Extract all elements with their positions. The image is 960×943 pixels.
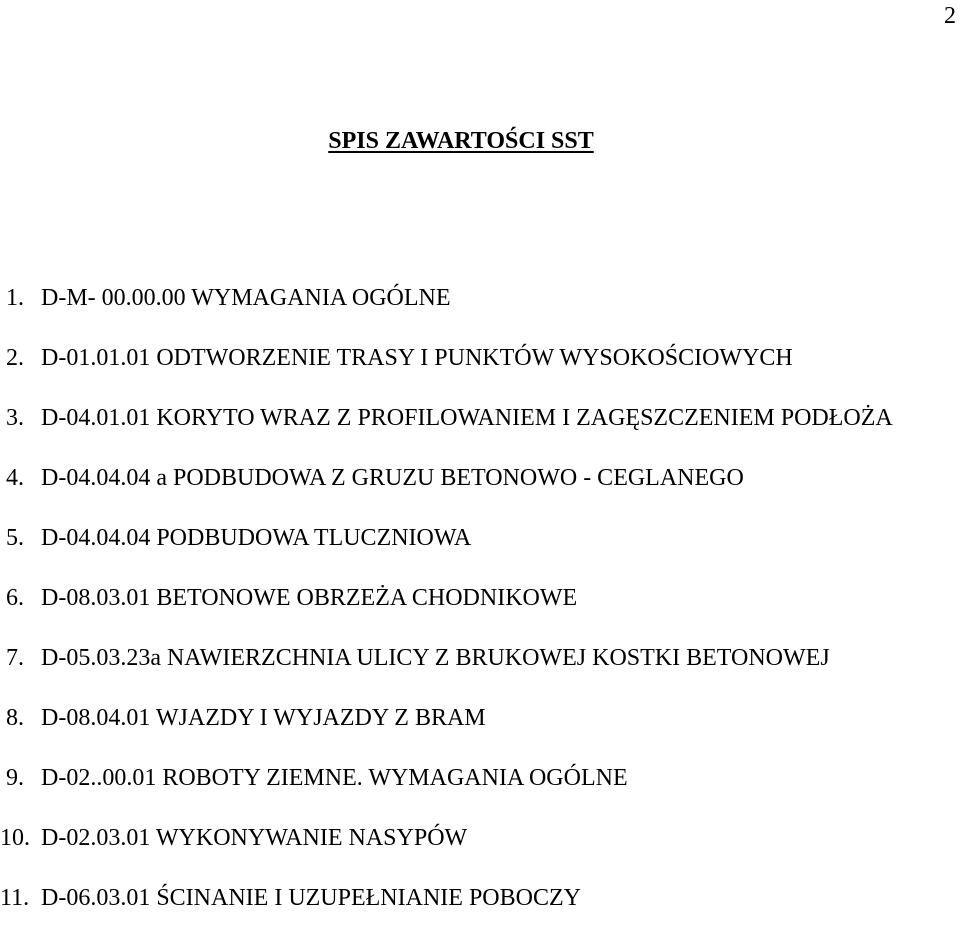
toc-item-number: 9. [6,765,24,791]
toc-item-number: 7. [6,645,24,671]
toc-item-number: 5. [6,525,24,551]
toc-item-title: D-04.01.01 KORYTO WRAZ Z PROFILOWANIEM I ZAGĘSZCZENIEM PODŁOŻA [41,405,893,431]
toc-item-9 [0,763,930,793]
toc-item-title: D-M- 00.00.00 WYMAGANIA OGÓLNE [41,285,451,311]
toc-item-6 [0,583,930,613]
table-of-contents [0,283,930,943]
toc-item-number: 2. [6,345,24,371]
page-number: 2 [944,3,956,29]
toc-item-title: D-02.03.01 WYKONYWANIE NASYPÓW [41,825,468,851]
toc-item-title: D-05.03.23a NAWIERZCHNIA ULICY Z BRUKOWEJ KOSTKI BETONOWEJ [41,645,830,671]
page-title: SPIS ZAWARTOŚCI SST [328,128,594,154]
toc-item-title: D-06.03.01 ŚCINANIE I UZUPEŁNIANIE POBOCZY [41,885,581,911]
toc-item-1 [0,283,930,313]
toc-item-title: D-02..00.01 ROBOTY ZIEMNE. WYMAGANIA OGÓLNE [41,765,628,791]
toc-item-title: D-08.04.01 WJAZDY I WYJAZDY Z BRAM [41,705,486,731]
toc-item-8 [0,703,930,733]
toc-item-title: D-04.04.04 PODBUDOWA TLUCZNIOWA [41,525,472,551]
toc-item-number: 1. [6,285,24,311]
toc-item-5 [0,523,930,553]
toc-item-title: D-01.01.01 ODTWORZENIE TRASY I PUNKTÓW WYSOKOŚCIOWYCH [41,345,793,371]
toc-item-3 [0,403,930,433]
toc-item-4 [0,463,930,493]
toc-item-number: 4. [6,465,24,491]
toc-item-number: 6. [6,585,24,611]
toc-item-number: 10. [0,825,30,851]
toc-item-number: 11. [0,885,30,911]
toc-item-2 [0,343,930,373]
toc-item-title: D-08.03.01 BETONOWE OBRZEŻA CHODNIKOWE [41,585,578,611]
toc-item-number: 3. [6,405,24,431]
toc-item-title: D-04.04.04 a PODBUDOWA Z GRUZU BETONOWO - CEGLANEGO [41,465,744,491]
toc-item-10 [0,823,930,853]
toc-item-11 [0,883,930,913]
toc-item-7 [0,643,930,673]
toc-item-number: 8. [6,705,24,731]
